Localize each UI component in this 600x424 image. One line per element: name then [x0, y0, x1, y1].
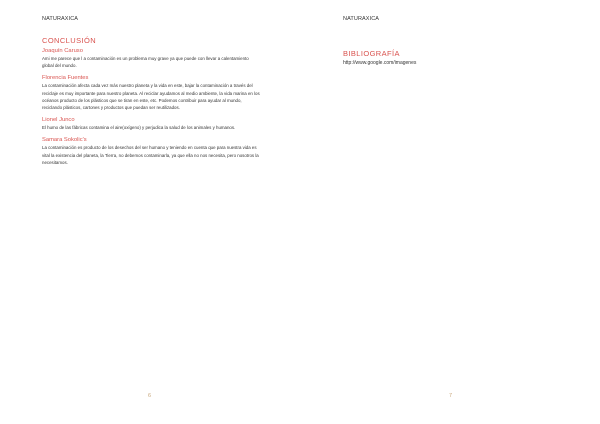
conclusion-entry: [42, 47, 260, 69]
entry-author: Joaquín Caruso: [42, 48, 83, 54]
conclusion-title: CONCLUSIÓN: [42, 36, 97, 45]
entry-text: La contaminación es producto de los desechos del ser humano y teniendo en cuenta que para nuestra vida es vital la existencia del planeta, la Tierra, no debemos contaminarla, ya que ella no nos necesita, pero nosotros la necesitamos.: [42, 145, 259, 165]
conclusion-entry: [42, 136, 260, 166]
bibliography-link[interactable]: http://www.google.com/imagenes: [343, 60, 417, 66]
page-right: [300, 0, 600, 424]
conclusion-content: [42, 47, 260, 171]
entry-text: La contaminación afecta cada vez más nuestro planeta y la vida en este, bajar la contaminación a través del reciclaje es muy importante para nuestro planeta. Al reciclar ayudamos al medio ambiente, la vida marina en los océanos producto de los plásticos que se tiran en este, etc. Podemos contribuir para ayudar al mundo, reciclando plásticos, cartones y productos que puedan ser reutilizados.: [42, 83, 260, 111]
conclusion-entry: [42, 74, 260, 111]
entry-author: Lionel Junco: [42, 117, 75, 124]
page-number: 7: [449, 393, 453, 399]
entry-author: Samara Sokolic's: [42, 137, 87, 144]
bibliography-title: BIBLIOGRAFÍA: [343, 49, 400, 58]
conclusion-entry: [42, 116, 260, 131]
running-head: NATURAXICA: [343, 16, 380, 22]
running-head: NATURAXICA: [42, 16, 79, 22]
entry-author: Florencia Fuentes: [42, 75, 89, 82]
entry-text: El humo de las fábricas contamina el aire(oxígeno) y perjudica la salud de los animales y humanos.: [42, 125, 236, 131]
entry-text: Ami me parece que l a contaminación es un problema muy grave ya que puede con llevar a calentamiento global del mundo.: [42, 56, 249, 69]
page-number: 6: [148, 393, 152, 399]
